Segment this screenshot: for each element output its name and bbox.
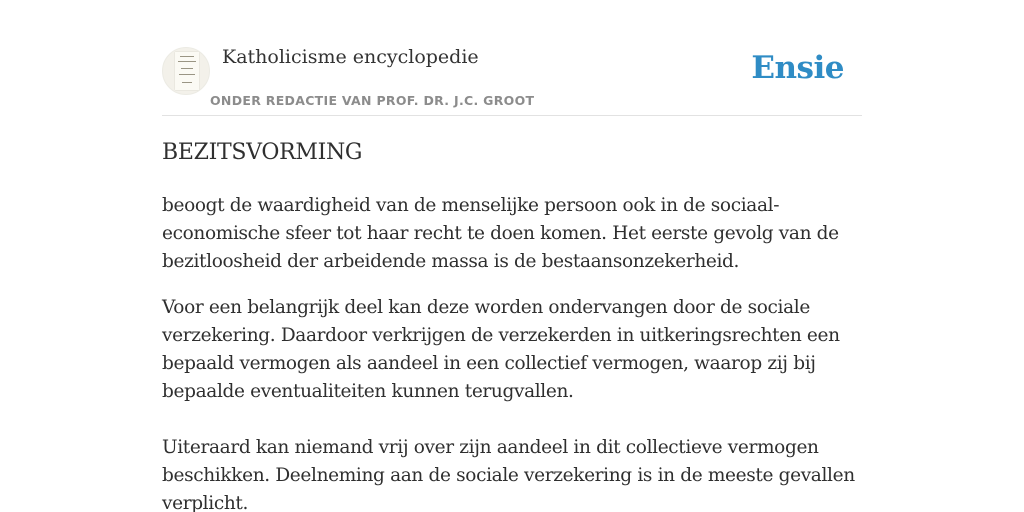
cover-line [180, 56, 194, 57]
ensie-logo-link[interactable]: Ensie [751, 50, 844, 86]
entry-paragraph: beoogt de waardigheid van de menselijke persoon ook in de sociaal-economische sfeer tot haar recht te doen komen. Het eerste gevolg van de bezitloosheid der arbeidende massa is de bestaansonzekerheid. [162, 195, 839, 272]
entry-title: BEZITSVORMING [162, 140, 363, 165]
entry-body [162, 192, 864, 512]
editor-credit: ONDER REDACTIE VAN PROF. DR. J.C. GROOT [210, 93, 535, 108]
cover-line [178, 61, 196, 62]
entry-paragraph: Voor een belangrijk deel kan deze worden ondervangen door de sociale verzekering. Daardoor verkrijgen de verzekerden in uitkeringsrechten een bepaald vermogen als aandeel in een collectief vermogen, waarop zij bij bepaalde eventualiteiten kunnen terugvallen. [162, 297, 840, 402]
cover-line [181, 68, 193, 69]
encyclopedia-header [162, 44, 862, 116]
entry-paragraph: Uiteraard kan niemand vrij over zijn aandeel in dit collectieve vermogen beschikken. Deelneming aan de sociale verzekering is in de meeste gevallen verplicht. [162, 437, 855, 512]
book-cover-page [175, 52, 199, 90]
encyclopedia-title-link[interactable]: Katholicisme encyclopedie [222, 46, 479, 68]
cover-line [179, 74, 195, 75]
book-cover-icon[interactable] [162, 47, 210, 95]
cover-line [182, 82, 192, 83]
